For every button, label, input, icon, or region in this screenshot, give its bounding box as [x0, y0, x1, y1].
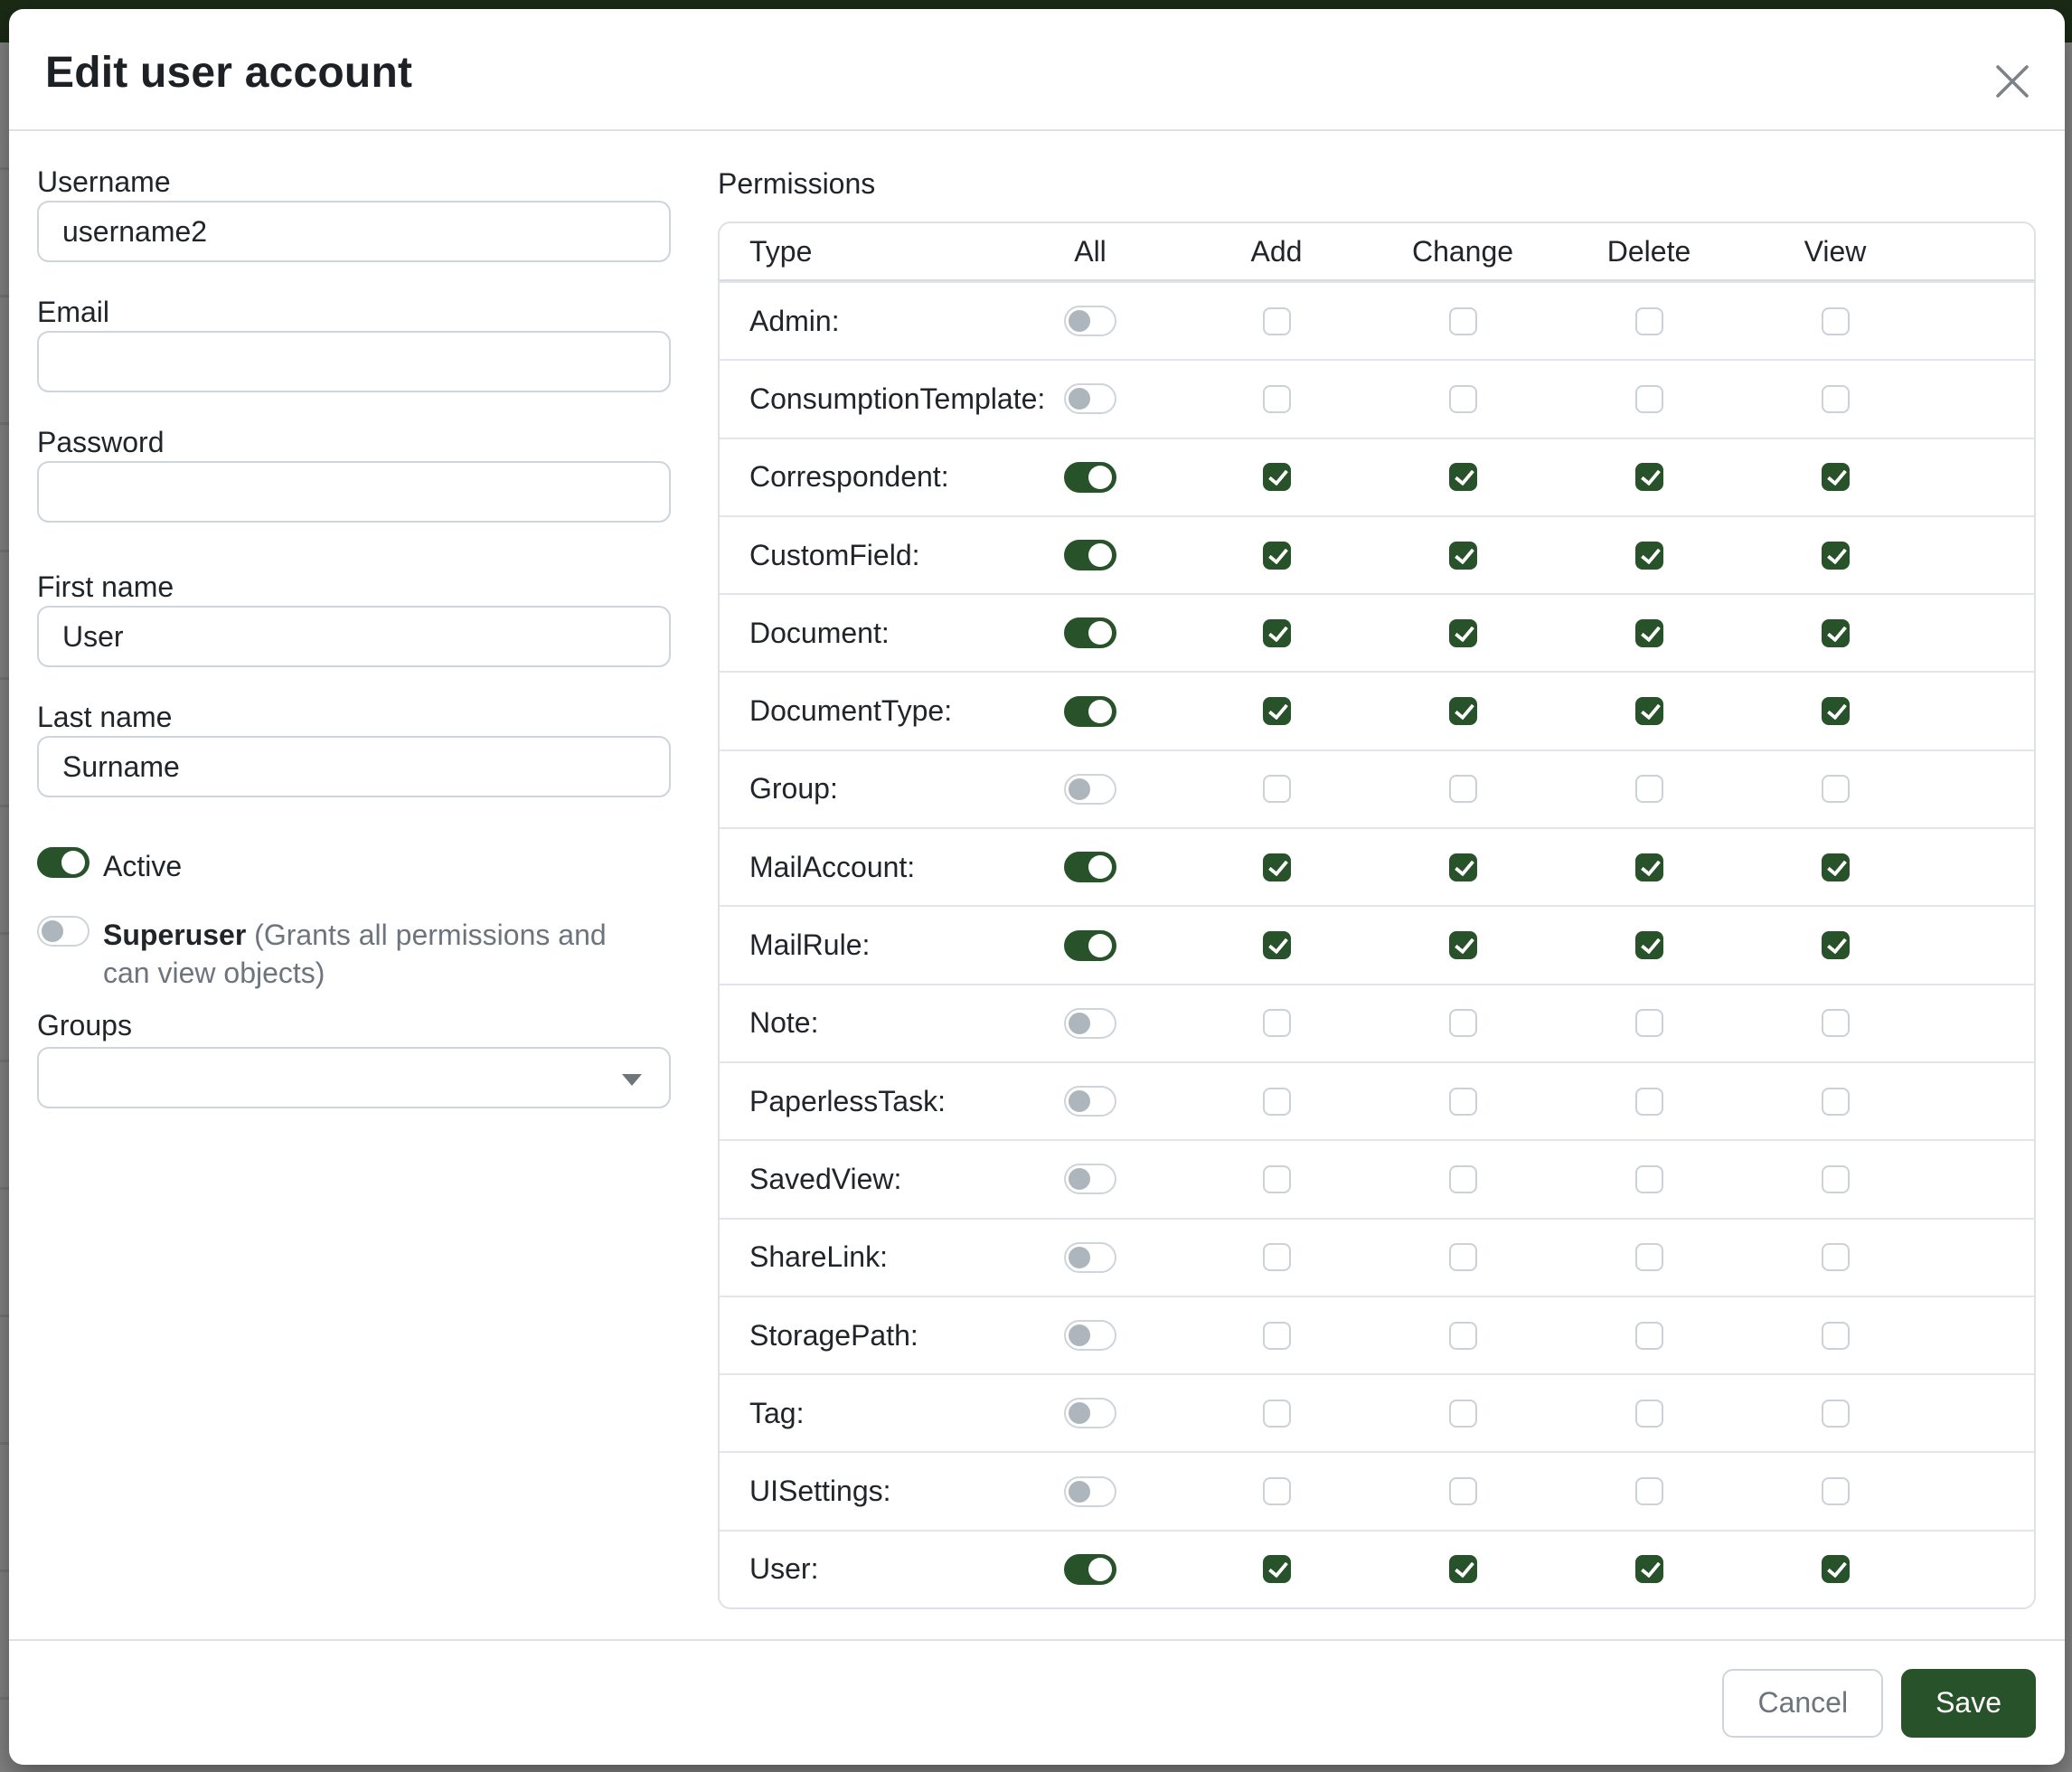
permission-view-checkbox[interactable]	[1822, 1009, 1850, 1037]
permission-row	[720, 1373, 2034, 1451]
permission-all-toggle[interactable]	[1064, 306, 1116, 336]
permission-type-label: MailRule:	[749, 928, 871, 962]
permission-type-label: StoragePath:	[749, 1318, 918, 1352]
active-toggle[interactable]	[37, 847, 89, 878]
last-name-group	[37, 699, 671, 797]
permission-all-toggle[interactable]	[1064, 540, 1116, 570]
permission-all-toggle[interactable]	[1064, 1164, 1116, 1194]
column-header-all: All	[1074, 234, 1107, 268]
permission-add-checkbox[interactable]	[1263, 1088, 1291, 1116]
permission-delete-checkbox[interactable]	[1635, 542, 1663, 570]
permission-change-checkbox[interactable]	[1449, 1165, 1477, 1193]
permission-all-toggle[interactable]	[1064, 1398, 1116, 1428]
permission-delete-checkbox[interactable]	[1635, 931, 1663, 959]
modal-footer	[9, 1639, 2065, 1765]
permission-delete-checkbox[interactable]	[1635, 1243, 1663, 1271]
column-header-delete: Delete	[1606, 234, 1691, 268]
permission-add-checkbox[interactable]	[1263, 775, 1291, 803]
permission-row	[720, 1530, 2034, 1607]
permission-delete-checkbox[interactable]	[1635, 463, 1663, 491]
permission-all-toggle[interactable]	[1064, 617, 1116, 648]
permission-view-checkbox[interactable]	[1822, 1243, 1850, 1271]
permission-delete-checkbox[interactable]	[1635, 1555, 1663, 1583]
column-header-change: Change	[1411, 234, 1514, 268]
permission-row	[720, 281, 2034, 359]
groups-label: Groups	[37, 1009, 132, 1042]
email-input[interactable]	[37, 331, 671, 392]
permission-add-checkbox[interactable]	[1263, 853, 1291, 881]
last-name-label: Last name	[37, 701, 173, 733]
permission-change-checkbox[interactable]	[1449, 385, 1477, 413]
permission-type-label: Note:	[749, 1006, 819, 1040]
modal-title: Edit user account	[45, 49, 413, 97]
edit-user-modal	[9, 9, 2065, 1765]
first-name-group	[37, 569, 671, 667]
permission-delete-checkbox[interactable]	[1635, 1088, 1663, 1116]
permissions-header-row	[720, 223, 2034, 281]
username-group	[37, 164, 671, 262]
permission-delete-checkbox[interactable]	[1635, 619, 1663, 647]
permission-add-checkbox[interactable]	[1263, 1322, 1291, 1350]
permission-add-checkbox[interactable]	[1263, 697, 1291, 725]
permission-type-label: Tag:	[749, 1396, 805, 1429]
permission-delete-checkbox[interactable]	[1635, 307, 1663, 335]
permission-delete-checkbox[interactable]	[1635, 1009, 1663, 1037]
background-page-rows	[0, 42, 9, 1772]
permission-all-toggle[interactable]	[1064, 1242, 1116, 1273]
active-toggle-row	[37, 847, 671, 885]
permission-row	[720, 671, 2034, 749]
permission-all-toggle[interactable]	[1064, 930, 1116, 961]
permission-change-checkbox[interactable]	[1449, 1088, 1477, 1116]
superuser-hint: (Grants all permissions and can view objects)	[103, 919, 607, 989]
permission-add-checkbox[interactable]	[1263, 619, 1291, 647]
cancel-button[interactable]: Cancel	[1722, 1669, 1883, 1738]
permission-add-checkbox[interactable]	[1263, 542, 1291, 570]
permission-type-label: MailAccount:	[749, 850, 916, 883]
permission-row	[720, 438, 2034, 515]
column-header-add: Add	[1250, 234, 1303, 268]
permission-change-checkbox[interactable]	[1449, 931, 1477, 959]
password-input[interactable]	[37, 461, 671, 523]
permission-all-toggle[interactable]	[1064, 1476, 1116, 1507]
permission-type-label: Group:	[749, 772, 838, 806]
column-header-type: Type	[749, 234, 813, 268]
permission-add-checkbox[interactable]	[1263, 1555, 1291, 1583]
permission-view-checkbox[interactable]	[1822, 697, 1850, 725]
first-name-input[interactable]	[37, 606, 671, 667]
email-label: Email	[37, 296, 110, 328]
permission-view-checkbox[interactable]	[1822, 542, 1850, 570]
permission-type-label: SavedView:	[749, 1162, 902, 1195]
permission-row	[720, 984, 2034, 1061]
permission-row	[720, 749, 2034, 827]
permission-delete-checkbox[interactable]	[1635, 853, 1663, 881]
username-label: Username	[37, 165, 171, 198]
column-header-view: View	[1804, 234, 1867, 268]
permission-view-checkbox[interactable]	[1822, 1088, 1850, 1116]
permission-all-toggle[interactable]	[1064, 774, 1116, 805]
permissions-heading: Permissions	[718, 167, 876, 200]
permission-change-checkbox[interactable]	[1449, 542, 1477, 570]
last-name-input[interactable]	[37, 736, 671, 797]
permission-add-checkbox[interactable]	[1263, 1165, 1291, 1193]
permission-view-checkbox[interactable]	[1822, 1322, 1850, 1350]
permission-view-checkbox[interactable]	[1822, 1165, 1850, 1193]
permission-add-checkbox[interactable]	[1263, 1009, 1291, 1037]
permission-add-checkbox[interactable]	[1263, 307, 1291, 335]
permission-row	[720, 1139, 2034, 1217]
first-name-label: First name	[37, 570, 174, 603]
permission-change-checkbox[interactable]	[1449, 697, 1477, 725]
permission-change-checkbox[interactable]	[1449, 1243, 1477, 1271]
close-button[interactable]	[1989, 58, 2036, 105]
permission-type-label: Document:	[749, 616, 890, 649]
permission-all-toggle[interactable]	[1064, 852, 1116, 882]
permission-type-label: ConsumptionTemplate:	[749, 382, 1046, 415]
close-icon	[1992, 61, 2032, 101]
permission-row	[720, 905, 2034, 983]
permission-type-label: ShareLink:	[749, 1240, 888, 1274]
save-button[interactable]: Save	[1901, 1669, 2036, 1738]
permission-type-label: User:	[749, 1552, 819, 1586]
permission-view-checkbox[interactable]	[1822, 307, 1850, 335]
permission-change-checkbox[interactable]	[1449, 853, 1477, 881]
permission-change-checkbox[interactable]	[1449, 1009, 1477, 1037]
modal-body	[9, 131, 2065, 1639]
permission-row	[720, 593, 2034, 671]
permission-delete-checkbox[interactable]	[1635, 1477, 1663, 1505]
chevron-down-icon	[622, 1074, 642, 1086]
groups-select[interactable]	[37, 1047, 671, 1108]
permission-row	[720, 1061, 2034, 1139]
password-label: Password	[37, 426, 165, 458]
email-group	[37, 294, 671, 392]
permission-change-checkbox[interactable]	[1449, 1400, 1477, 1428]
permission-change-checkbox[interactable]	[1449, 463, 1477, 491]
permission-all-toggle[interactable]	[1064, 462, 1116, 493]
permission-change-checkbox[interactable]	[1449, 1322, 1477, 1350]
permission-add-checkbox[interactable]	[1263, 385, 1291, 413]
permission-row	[720, 1451, 2034, 1529]
permission-row	[720, 1218, 2034, 1296]
permission-view-checkbox[interactable]	[1822, 853, 1850, 881]
permission-view-checkbox[interactable]	[1822, 931, 1850, 959]
permission-row	[720, 1296, 2034, 1373]
active-label: Active	[103, 850, 183, 882]
permission-change-checkbox[interactable]	[1449, 775, 1477, 803]
groups-select-value	[39, 1061, 62, 1094]
permission-view-checkbox[interactable]	[1822, 1555, 1850, 1583]
permission-row	[720, 827, 2034, 905]
user-form	[37, 164, 671, 1639]
permission-delete-checkbox[interactable]	[1635, 775, 1663, 803]
permission-all-toggle[interactable]	[1064, 1320, 1116, 1351]
groups-group	[37, 1006, 671, 1108]
permission-view-checkbox[interactable]	[1822, 1400, 1850, 1428]
permission-view-checkbox[interactable]	[1822, 619, 1850, 647]
permission-view-checkbox[interactable]	[1822, 463, 1850, 491]
username-input[interactable]	[37, 201, 671, 262]
permission-type-label: DocumentType:	[749, 694, 953, 728]
permissions-table	[718, 222, 2036, 1609]
permission-add-checkbox[interactable]	[1263, 1477, 1291, 1505]
permission-delete-checkbox[interactable]	[1635, 385, 1663, 413]
permission-row	[720, 515, 2034, 593]
permission-view-checkbox[interactable]	[1822, 775, 1850, 803]
permission-add-checkbox[interactable]	[1263, 463, 1291, 491]
permissions-rows	[720, 281, 2034, 1607]
permission-change-checkbox[interactable]	[1449, 1555, 1477, 1583]
permission-change-checkbox[interactable]	[1449, 619, 1477, 647]
permission-type-label: CustomField:	[749, 538, 920, 571]
permission-all-toggle[interactable]	[1064, 696, 1116, 727]
permission-change-checkbox[interactable]	[1449, 307, 1477, 335]
modal-header	[9, 9, 2065, 131]
permission-type-label: PaperlessTask:	[749, 1084, 946, 1117]
permission-view-checkbox[interactable]	[1822, 1477, 1850, 1505]
permission-type-label: Correspondent:	[749, 460, 949, 494]
permission-type-label: Admin:	[749, 304, 840, 337]
permission-type-label: UISettings:	[749, 1475, 891, 1508]
permission-change-checkbox[interactable]	[1449, 1477, 1477, 1505]
permission-add-checkbox[interactable]	[1263, 1243, 1291, 1271]
permission-all-toggle[interactable]	[1064, 1554, 1116, 1585]
password-group	[37, 424, 671, 523]
superuser-toggle[interactable]	[37, 916, 89, 947]
permission-delete-checkbox[interactable]	[1635, 1322, 1663, 1350]
permission-add-checkbox[interactable]	[1263, 1400, 1291, 1428]
permission-add-checkbox[interactable]	[1263, 931, 1291, 959]
permission-delete-checkbox[interactable]	[1635, 1400, 1663, 1428]
permission-delete-checkbox[interactable]	[1635, 697, 1663, 725]
permission-all-toggle[interactable]	[1064, 383, 1116, 414]
permission-all-toggle[interactable]	[1064, 1086, 1116, 1117]
superuser-label	[103, 916, 636, 992]
superuser-label-text: Superuser	[103, 919, 247, 951]
permission-all-toggle[interactable]	[1064, 1008, 1116, 1039]
permission-delete-checkbox[interactable]	[1635, 1165, 1663, 1193]
permissions-section	[718, 164, 2036, 1639]
superuser-toggle-row	[37, 916, 671, 992]
permission-view-checkbox[interactable]	[1822, 385, 1850, 413]
permission-row	[720, 359, 2034, 437]
